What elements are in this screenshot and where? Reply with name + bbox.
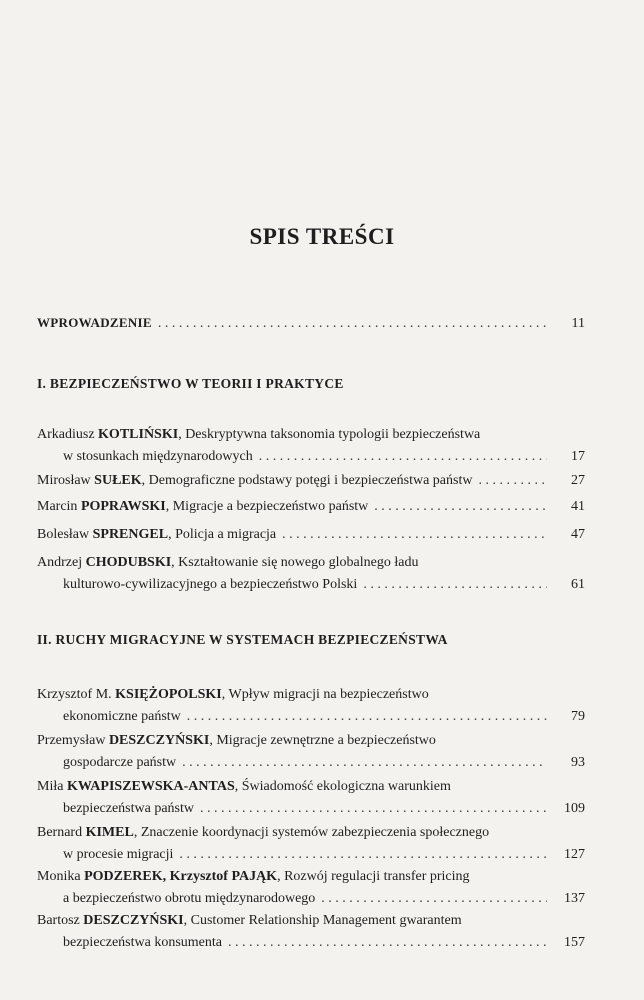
- entry-title-cont: w procesie migracji: [63, 847, 174, 862]
- page-number: 11: [571, 316, 585, 331]
- entry-title: , Znaczenie koordynacji systemów zabezpieczenia społecznego: [133, 825, 490, 840]
- entry-author: Andrzej CHODUBSKI: [37, 555, 172, 570]
- entry-title: WPROWADZENIE: [37, 315, 152, 330]
- leader-dots: [187, 706, 547, 728]
- leader-dots: [182, 752, 547, 774]
- leader-dots: [179, 844, 547, 866]
- entry-title-cont: bezpieczeństwa konsumenta: [63, 935, 222, 950]
- toc-entry: [37, 822, 585, 866]
- page-number: 157: [564, 935, 585, 950]
- leader-dots: [321, 888, 547, 910]
- leader-dots: [158, 313, 547, 335]
- entry-author: Bartosz DESZCZYŃSKI: [37, 913, 184, 928]
- page-number: 17: [571, 449, 585, 464]
- leader-dots: [259, 446, 547, 468]
- toc-entry: [37, 470, 585, 492]
- entry-title: , Świadomość ekologiczna warunkiem: [234, 779, 451, 794]
- page-number: 27: [571, 473, 585, 488]
- entry-title: , Migracje zewnętrzne a bezpieczeństwo: [209, 733, 436, 748]
- leader-dots: [478, 470, 547, 492]
- entry-author: Marcin POPRAWSKI: [37, 499, 166, 514]
- entry-title-cont: gospodarcze państw: [63, 755, 177, 770]
- entry-author: Monika PODZEREK, Krzysztof PAJĄK: [37, 869, 278, 884]
- leader-dots: [374, 496, 547, 518]
- page-number: 137: [564, 891, 585, 906]
- entry-title: , Kształtowanie się nowego globalnego ładu: [171, 555, 419, 570]
- entry-title: , Demograficzne podstawy potęgi i bezpieczeństwa państw: [141, 473, 473, 488]
- entry-author: Mirosław SUŁEK: [37, 473, 142, 488]
- entry-author: Arkadiusz KOTLIŃSKI: [37, 427, 179, 442]
- toc-entry: [37, 424, 585, 468]
- entry-author: Krzysztof M. KSIĘŻOPOLSKI: [37, 687, 222, 702]
- page-number: 109: [564, 801, 585, 816]
- section-heading-1: I. BEZPIECZEŃSTWO W TEORII I PRAKTYCE: [37, 376, 344, 391]
- entry-title-cont: kulturowo-cywilizacyjnego a bezpieczeństwo Polski: [63, 577, 358, 592]
- toc-entry: [37, 730, 585, 774]
- page-number: 79: [571, 709, 585, 724]
- entry-title: , Policja a migracja: [168, 527, 277, 542]
- entry-title: , Deskryptywna taksonomia typologii bezpieczeństwa: [178, 427, 481, 442]
- entry-title: , Rozwój regulacji transfer pricing: [277, 869, 470, 884]
- toc-entry: [37, 866, 585, 910]
- toc-entry: [37, 776, 585, 820]
- page-title: SPIS TREŚCI: [249, 224, 395, 249]
- entry-author: Miła KWAPISZEWSKA-ANTAS: [37, 779, 235, 794]
- entry-title-cont: bezpieczeństwa państw: [63, 801, 194, 816]
- toc-entry: [37, 524, 585, 546]
- page-number: 127: [564, 847, 585, 862]
- toc-entry: [37, 910, 585, 954]
- entry-title: , Customer Relationship Management gwarantem: [183, 913, 462, 928]
- leader-dots: [363, 574, 547, 596]
- entry-author: Bernard KIMEL: [37, 825, 134, 840]
- page-number: 61: [571, 577, 585, 592]
- toc-entry: [37, 684, 585, 728]
- entry-author: Bolesław SPRENGEL: [37, 527, 169, 542]
- leader-dots: [282, 524, 547, 546]
- entry-title-cont: w stosunkach międzynarodowych: [63, 449, 253, 464]
- entry-title-cont: a bezpieczeństwo obrotu międzynarodowego: [63, 891, 316, 906]
- page-number: 41: [571, 499, 585, 514]
- entry-title: , Migracje a bezpieczeństwo państw: [165, 499, 369, 514]
- page-number: 93: [571, 755, 585, 770]
- section-heading-2: II. RUCHY MIGRACYJNE W SYSTEMACH BEZPIECZEŃSTWA: [37, 632, 448, 647]
- entry-author: Przemysław DESZCZYŃSKI: [37, 733, 210, 748]
- entry-title: , Wpływ migracji na bezpieczeństwo: [221, 687, 429, 702]
- toc-entry: [37, 496, 585, 518]
- page-number: 47: [571, 527, 585, 542]
- toc-entry-intro: [37, 312, 585, 335]
- leader-dots: [228, 932, 547, 954]
- toc-entry: [37, 552, 585, 596]
- leader-dots: [200, 798, 547, 820]
- entry-title-cont: ekonomiczne państw: [63, 709, 181, 724]
